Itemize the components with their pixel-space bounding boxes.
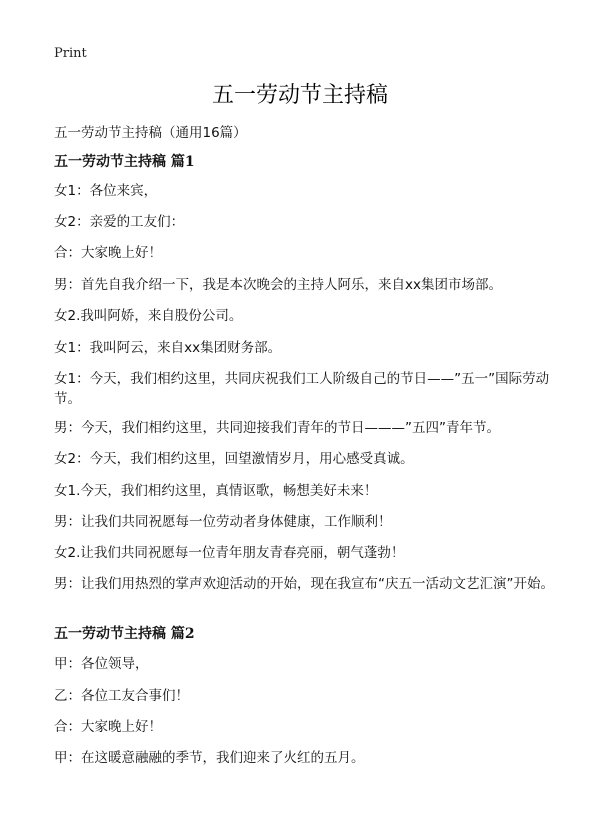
paragraph: 甲：在这暖意融融的季节，我们迎来了火红的五月。 (54, 750, 365, 766)
paragraph: 女1.今天，我们相约这里，真情讴歌，畅想美好未来！ (54, 483, 378, 499)
document-title: 五一劳动节主持稿 (211, 83, 388, 108)
print-link[interactable]: Print (54, 46, 87, 61)
paragraph: 女1：今天，我们相约这里，共同庆祝我们工人阶级自己的节日——”五一”国际劳动节。 (54, 371, 550, 407)
paragraph: 男：让我们共同祝愿每一位劳动者身体健康，工作顺利！ (54, 514, 392, 530)
paragraph: 女1：我叫阿云，来自xx集团财务部。 (54, 340, 282, 356)
paragraph: 甲：各位领导， (54, 656, 149, 672)
paragraph: 男：让我们用热烈的掌声欢迎活动的开始，现在我宣布“庆五一活动文艺汇演”开始。 (54, 576, 554, 592)
paragraph: 女2.让我们共同祝愿每一位青年朋友青春亮丽，朝气蓬勃！ (54, 545, 405, 561)
paragraph: 女2：今天，我们相约这里，回望激情岁月，用心感受真诚。 (54, 451, 414, 467)
paragraph: 合：大家晚上好！ (54, 245, 162, 261)
paragraph: 乙：各位工友合事们！ (54, 688, 189, 704)
paragraph: 男：今天，我们相约这里，共同迎接我们青年的节日———”五四”青年节。 (54, 420, 500, 436)
paragraph: 女1：各位来宾， (54, 183, 158, 199)
paragraph: 合：大家晚上好！ (54, 719, 162, 735)
document-subtitle: 五一劳动节主持稿（通用16篇） (54, 125, 247, 141)
section-heading: 五一劳动节主持稿 篇1 (54, 154, 195, 170)
paragraph: 女2：亲爱的工友们： (54, 214, 185, 230)
paragraph: 女2.我叫阿娇，来自股份公司。 (54, 308, 243, 324)
paragraph: 男：首先自我介绍一下，我是本次晚会的主持人阿乐，来自xx集团市场部。 (54, 277, 502, 293)
section-heading: 五一劳动节主持稿 篇2 (54, 626, 195, 642)
